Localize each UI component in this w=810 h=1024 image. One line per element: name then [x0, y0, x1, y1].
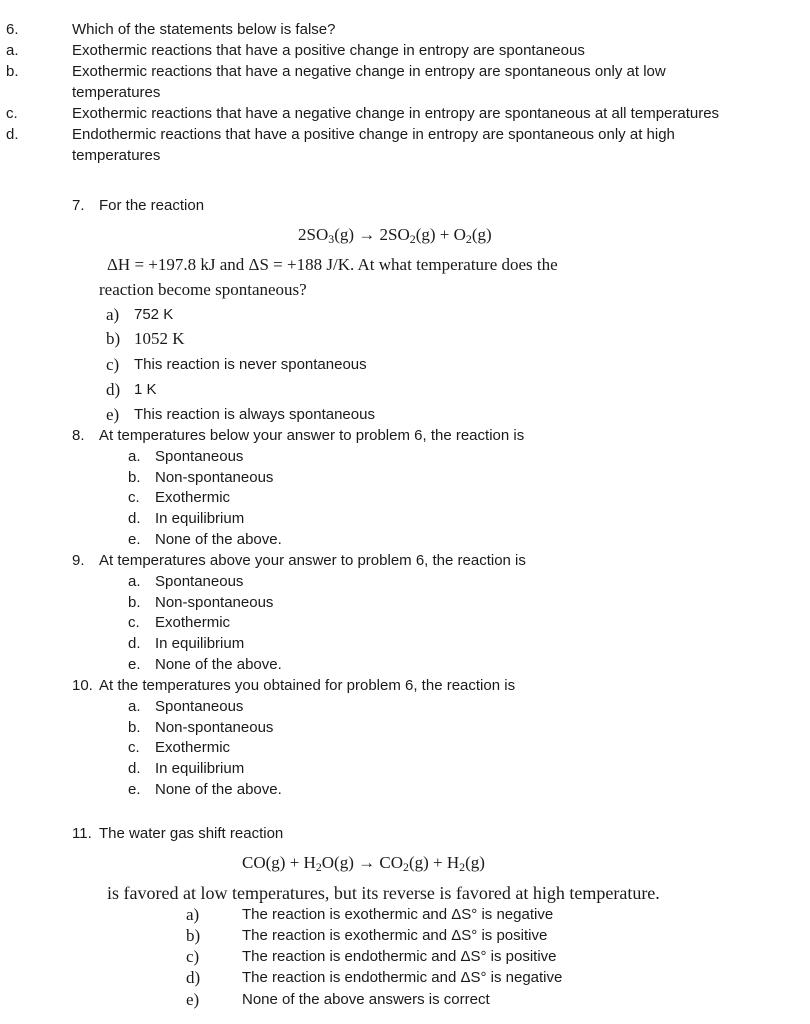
q11-option-b-letter: b): [186, 926, 201, 945]
q11-option-e-text: None of the above answers is correct: [242, 991, 490, 1008]
q11-option-c-text: The reaction is endothermic and ΔS° is positive: [242, 948, 557, 965]
q6-option-c-text: Exothermic reactions that have a negative change in entropy are spontaneous at all temperatures: [72, 105, 720, 122]
q9-option-a-letter: a.: [128, 573, 141, 590]
q6-option-d-text-cont: temperatures: [72, 147, 161, 164]
q8-option-a-text: Spontaneous: [155, 448, 244, 465]
q7-prompt: For the reaction: [99, 197, 205, 214]
q10-option-b-text: Non-spontaneous: [155, 719, 274, 736]
q6-option-a-text: Exothermic reactions that have a positive change in entropy are spontaneous: [72, 42, 585, 59]
q8-option-c-letter: c.: [128, 489, 140, 506]
q10-option-c-text: Exothermic: [155, 739, 231, 756]
q11-option-c-letter: c): [186, 947, 200, 966]
q6-option-b-text: Exothermic reactions that have a negative change in entropy are spontaneous only at low: [72, 63, 666, 80]
q8-option-e-letter: e.: [128, 531, 141, 548]
q9-option-d-text: In equilibrium: [155, 635, 245, 652]
q11-option-e-letter: e): [186, 990, 200, 1009]
q10-option-e-text: None of the above.: [155, 781, 282, 798]
q6-number: 6.: [6, 21, 19, 38]
q11-option-a-letter: a): [186, 905, 200, 924]
q7-option-e-letter: e): [106, 405, 120, 424]
q8-option-e-text: None of the above.: [155, 531, 282, 548]
q11-option-d-letter: d): [186, 968, 201, 987]
q9-option-b-letter: b.: [128, 594, 141, 611]
q6-prompt: Which of the statements below is false?: [72, 21, 336, 38]
q9-option-d-letter: d.: [128, 635, 141, 652]
q9-option-e-letter: e.: [128, 656, 141, 673]
q7-option-e-text: This reaction is always spontaneous: [134, 406, 375, 423]
q10-option-a-text: Spontaneous: [155, 698, 244, 715]
q7-option-d-text: 1 K: [134, 381, 157, 398]
q6-option-a-letter: a.: [6, 42, 19, 59]
q11-statement: is favored at low temperatures, but its reverse is favored at high temperature.: [107, 883, 660, 903]
q11-number: 11.: [72, 825, 92, 842]
q10-option-d-text: In equilibrium: [155, 760, 245, 777]
q6-option-d-text: Endothermic reactions that have a positive change in entropy are spontaneous only at high: [72, 126, 675, 143]
q9-prompt: At temperatures above your answer to problem 6, the reaction is: [99, 552, 526, 569]
q10-prompt: At the temperatures you obtained for problem 6, the reaction is: [99, 677, 516, 694]
q8-option-a-letter: a.: [128, 448, 141, 465]
q11-option-d-text: The reaction is endothermic and ΔS° is negative: [242, 969, 563, 986]
q10-number: 10.: [72, 677, 93, 694]
q10-option-e-letter: e.: [128, 781, 141, 798]
q7-given-values: ΔH = +197.8 kJ and ΔS = +188 J/K. At what temperature does the: [107, 255, 558, 274]
q9-number: 9.: [72, 552, 85, 569]
q9-option-a-text: Spontaneous: [155, 573, 244, 590]
q6-option-d-letter: d.: [6, 126, 19, 143]
q9-option-c-letter: c.: [128, 614, 140, 631]
q7-option-a-letter: a): [106, 305, 120, 324]
q7-option-a-text: 752 K: [134, 306, 174, 323]
q8-option-d-letter: d.: [128, 510, 141, 527]
q11-option-b-text: The reaction is exothermic and ΔS° is positive: [242, 927, 548, 944]
q8-option-c-text: Exothermic: [155, 489, 231, 506]
q11-option-a-text: The reaction is exothermic and ΔS° is negative: [242, 906, 554, 923]
q7-option-b-text: 1052 K: [134, 329, 185, 348]
q8-number: 8.: [72, 427, 85, 444]
q6-option-c-letter: c.: [6, 105, 18, 122]
q7-question-line: reaction become spontaneous?: [99, 280, 307, 299]
q7-number: 7.: [72, 197, 85, 214]
q10-option-a-letter: a.: [128, 698, 141, 715]
q7-option-d-letter: d): [106, 380, 121, 399]
q7-option-c-letter: c): [106, 355, 120, 374]
q8-option-b-letter: b.: [128, 469, 141, 486]
q10-option-c-letter: c.: [128, 739, 140, 756]
q7-reaction-equation: $2SO_3(g) \to 2SO_2(g) + O_2(g)$: [298, 225, 492, 246]
q6-option-b-text-cont: temperatures: [72, 84, 161, 101]
q8-option-b-text: Non-spontaneous: [155, 469, 274, 486]
q8-prompt: At temperatures below your answer to problem 6, the reaction is: [99, 427, 525, 444]
q7-option-b-letter: b): [106, 329, 121, 348]
q11-prompt: The water gas shift reaction: [99, 825, 284, 842]
q10-option-d-letter: d.: [128, 760, 141, 777]
q11-reaction-equation: $CO(g) + H_2O(g) \to CO_2(g) + H_2(g)$: [242, 853, 485, 874]
q9-option-e-text: None of the above.: [155, 656, 282, 673]
q7-option-c-text: This reaction is never spontaneous: [134, 356, 367, 373]
q9-option-b-text: Non-spontaneous: [155, 594, 274, 611]
q6-option-b-letter: b.: [6, 63, 19, 80]
q9-option-c-text: Exothermic: [155, 614, 231, 631]
q10-option-b-letter: b.: [128, 719, 141, 736]
q8-option-d-text: In equilibrium: [155, 510, 245, 527]
